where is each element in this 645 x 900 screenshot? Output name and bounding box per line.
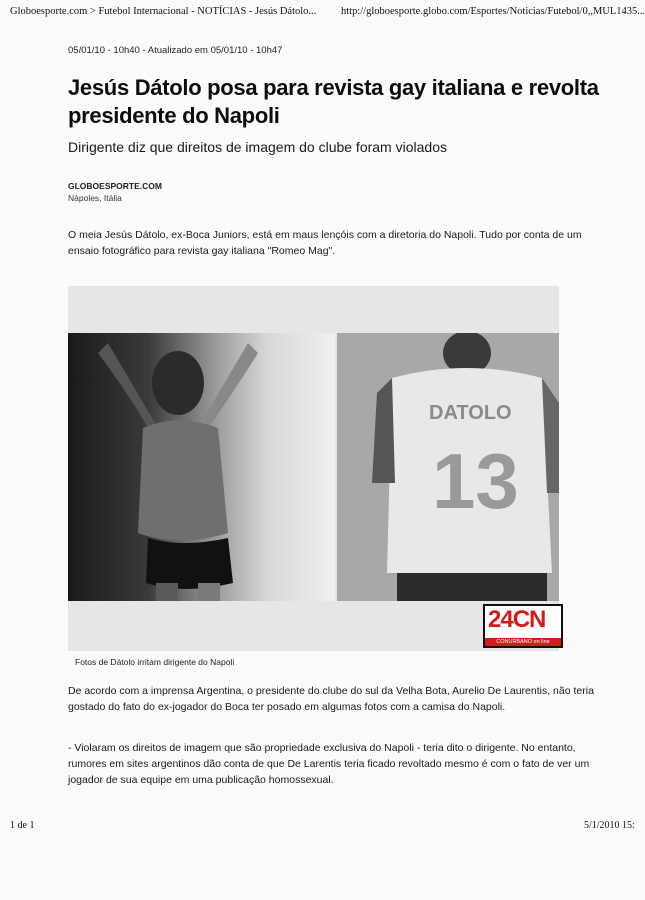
photo-right	[337, 333, 559, 601]
article-paragraph-3: - Violaram os direitos de imagem que são propriedade exclusiva do Napoli - teria dito o dirigente. No entanto, rumores em sites argentinos dão conta de que De Larentis teria ficado revoltado mesmo é com o fato de ver um jogador de sua equipe em uma publicação homossexual.	[68, 742, 590, 786]
logo-number: 24CN	[488, 606, 546, 633]
article-paragraph-2: De acordo com a imprensa Argentina, o presidente do clube do sul da Velha Bota, Aurelio De Laurentis, não teria gostado do fato do ex-jogador do Boca ter posado em algumas fotos com a camisa do Napoli.	[68, 685, 594, 713]
article-intro: O meia Jesús Dátolo, ex-Boca Juniors, está em maus lençóis com a diretoria do Napoli. Tudo por conta de um ensaio fotográfico para revista gay italiana "Romeo Mag".	[68, 229, 582, 257]
jersey-back-illustration	[337, 333, 559, 601]
article-subheadline: Dirigente diz que direitos de imagem do clube foram violados	[68, 139, 447, 155]
article-timestamp: 05/01/10 - 10h40 - Atualizado em 05/01/10 - 10h47	[68, 45, 283, 56]
logo-tagline: CONURBANO on line	[485, 638, 561, 646]
jersey-name: DATOLO	[429, 402, 512, 424]
jersey-number: 13	[432, 437, 519, 525]
print-footer-page: 1 de 1	[10, 820, 35, 831]
article-headline: Jesús Dátolo posa para revista gay italiana e revolta presidente do Napoli	[68, 75, 599, 128]
photo-caption: Fotos de Dátolo irritam dirigente do Napoli	[75, 657, 235, 667]
article-location: Nápoles, Itália	[68, 193, 122, 203]
player-portrait-illustration	[68, 333, 335, 601]
print-header-title: Globoesporte.com > Futebol Internacional - NOTÍCIAS - Jesús Dátolo...	[10, 6, 317, 17]
print-header-url: http://globoesporte.globo.com/Esportes/Noticias/Futebol/0,,MUL1435...	[341, 6, 645, 17]
print-footer-datetime: 5/1/2010 15:	[584, 820, 635, 831]
photo-left	[68, 333, 335, 601]
conurbano-logo	[483, 604, 563, 648]
article-source: GLOBOESPORTE.COM	[68, 181, 162, 191]
